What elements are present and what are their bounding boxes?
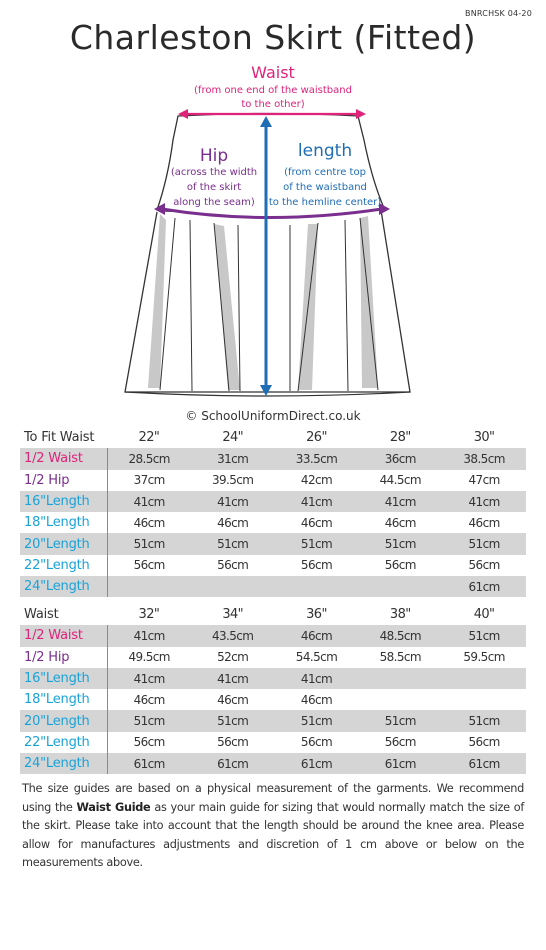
table-row xyxy=(20,753,526,774)
row-label: 20"Length xyxy=(20,533,107,554)
row-label: 24"Length xyxy=(20,576,107,597)
copyright: © SchoolUniformDirect.co.uk xyxy=(185,409,361,423)
row-label: 1/2 Waist xyxy=(20,448,107,469)
table-row xyxy=(20,710,526,731)
row-label: 22"Length xyxy=(20,732,107,753)
header-label: Waist xyxy=(24,607,59,623)
header-size: 32" xyxy=(138,607,160,623)
row-label: 24"Length xyxy=(20,753,107,774)
table-cell: 31cm xyxy=(191,448,275,469)
table-cell: 46cm xyxy=(468,515,500,530)
table-cell: 41cm xyxy=(107,491,191,512)
table-cell: 51cm xyxy=(442,710,526,731)
table-row xyxy=(20,533,526,554)
table-cell: 41cm xyxy=(358,491,442,512)
table-cell: 61cm xyxy=(442,753,526,774)
waist-desc-line1: (from one end of the waistband xyxy=(194,85,352,96)
table-cell: 61cm xyxy=(191,753,275,774)
document-code: BNRCHSK 04-20 xyxy=(465,9,532,18)
table-cell: 41cm xyxy=(107,668,191,689)
table-cell: 54.5cm xyxy=(295,650,338,665)
size-table-2 xyxy=(20,604,526,774)
table-cell: 56cm xyxy=(384,558,416,573)
table-cell: 41cm xyxy=(442,491,526,512)
length-label: length xyxy=(297,141,353,161)
table-cell: 51cm xyxy=(107,533,191,554)
table-cell: 47cm xyxy=(468,473,500,488)
row-label: 18"Length xyxy=(20,512,107,533)
table-cell xyxy=(358,668,442,689)
row-label: 18"Length xyxy=(20,689,107,710)
table-cell: 37cm xyxy=(133,473,165,488)
header-size: 40" xyxy=(473,607,495,623)
table-cell xyxy=(358,576,442,597)
table-cell: 46cm xyxy=(300,515,333,530)
table-row xyxy=(20,491,526,512)
size-table-1 xyxy=(20,427,526,597)
table-cell: 43.5cm xyxy=(191,625,275,646)
table-cell: 59.5cm xyxy=(463,650,505,665)
header-size: 30" xyxy=(473,430,495,446)
table-cell: 61cm xyxy=(442,576,526,597)
table-cell: 46cm xyxy=(217,692,249,707)
table-cell: 51cm xyxy=(358,710,442,731)
table-cell: 51cm xyxy=(107,710,191,731)
row-label: 1/2 Waist xyxy=(20,625,107,646)
row-label: 1/2 Hip xyxy=(20,470,107,491)
header-label: To Fit Waist xyxy=(24,430,95,446)
table-cell: 51cm xyxy=(442,625,526,646)
row-label: 16"Length xyxy=(20,491,107,512)
table-cell: 39.5cm xyxy=(211,473,254,488)
table-row xyxy=(20,448,526,469)
table-cell: 46cm xyxy=(217,515,249,530)
table-row xyxy=(20,732,526,753)
table-row xyxy=(20,668,526,689)
table-cell: 46cm xyxy=(300,692,333,707)
table-cell: 41cm xyxy=(275,491,359,512)
waist-desc-line2: to the other) xyxy=(241,99,305,110)
table-cell: 33.5cm xyxy=(275,448,359,469)
table-cell xyxy=(275,576,359,597)
table-row xyxy=(20,555,526,576)
table-cell: 61cm xyxy=(358,753,442,774)
table-cell xyxy=(358,689,442,710)
hip-desc-line1: (across the width xyxy=(170,167,258,178)
table-cell: 46cm xyxy=(133,515,165,530)
table-row xyxy=(20,470,526,491)
table-cell: 28.5cm xyxy=(107,448,191,469)
row-label: 1/2 Hip xyxy=(20,647,107,668)
length-desc-line2: of the waistband xyxy=(283,182,367,193)
header-size: 34" xyxy=(222,607,244,623)
header-size: 22" xyxy=(138,430,160,446)
row-label: 20"Length xyxy=(20,710,107,731)
hip-label: Hip xyxy=(199,146,229,166)
table-cell: 41cm xyxy=(275,668,359,689)
note-part1: The size guides are based on a physical measurement of the garments. We recommend using the xyxy=(22,782,524,814)
row-label: 16"Length xyxy=(20,668,107,689)
table-cell: 46cm xyxy=(133,692,165,707)
table-cell: 51cm xyxy=(275,533,359,554)
table-header-row xyxy=(20,427,526,448)
table-cell: 46cm xyxy=(384,515,416,530)
table-row xyxy=(20,625,526,646)
table-cell: 56cm xyxy=(133,558,165,573)
table-header-row xyxy=(20,604,526,625)
hip-desc-line3: along the seam) xyxy=(173,197,255,208)
table-cell: 56cm xyxy=(217,735,249,750)
note-bold: Waist Guide xyxy=(76,800,151,814)
table-cell: 56cm xyxy=(300,558,333,573)
table-cell: 61cm xyxy=(275,753,359,774)
table-cell: 41cm xyxy=(191,668,275,689)
table-cell: 48.5cm xyxy=(358,625,442,646)
hip-desc-line2: of the skirt xyxy=(186,182,242,193)
table-cell: 44.5cm xyxy=(379,473,421,488)
table-cell: 56cm xyxy=(468,558,500,573)
table-cell xyxy=(191,576,275,597)
table-cell: 36cm xyxy=(358,448,442,469)
table-cell: 52cm xyxy=(217,650,249,665)
table-cell: 56cm xyxy=(300,735,333,750)
length-desc-line3: to the hemline center) xyxy=(268,197,382,208)
size-guide-note xyxy=(22,780,524,873)
table-cell: 61cm xyxy=(107,753,191,774)
table-cell: 56cm xyxy=(133,735,165,750)
table-cell: 41cm xyxy=(191,491,275,512)
row-label: 22"Length xyxy=(20,555,107,576)
note-part2: as your main guide for sizing that would normally match the size of the skirt. Please take into account that the length should be around the knee area. Please allow for manufactures adjustments and discretion of 1 cm above or below on the measurements above. xyxy=(22,800,525,869)
header-size: 26" xyxy=(306,430,327,446)
table-row xyxy=(20,512,526,533)
table-cell: 51cm xyxy=(191,710,275,731)
table-cell: 51cm xyxy=(191,533,275,554)
table-cell: 58.5cm xyxy=(379,650,421,665)
table-cell: 46cm xyxy=(275,625,359,646)
skirt-diagram xyxy=(0,58,546,428)
waist-label: Waist xyxy=(251,63,295,82)
header-size: 28" xyxy=(389,430,411,446)
length-desc-line1: (from centre top xyxy=(284,167,366,178)
header-size: 36" xyxy=(306,607,327,623)
table-cell: 51cm xyxy=(275,710,359,731)
table-cell xyxy=(442,668,526,689)
page-title: Charleston Skirt (Fitted) xyxy=(69,18,477,57)
table-cell: 42cm xyxy=(300,473,333,488)
table-row xyxy=(20,576,526,597)
table-cell: 56cm xyxy=(384,735,416,750)
table-cell: 56cm xyxy=(468,735,500,750)
table-cell xyxy=(442,689,526,710)
table-cell: 49.5cm xyxy=(128,650,170,665)
table-row xyxy=(20,689,526,710)
table-row xyxy=(20,647,526,668)
table-cell xyxy=(107,576,191,597)
header-size: 24" xyxy=(222,430,244,446)
table-cell: 51cm xyxy=(442,533,526,554)
header-size: 38" xyxy=(389,607,411,623)
table-cell: 41cm xyxy=(107,625,191,646)
table-cell: 38.5cm xyxy=(442,448,526,469)
table-cell: 51cm xyxy=(358,533,442,554)
table-cell: 56cm xyxy=(217,558,249,573)
